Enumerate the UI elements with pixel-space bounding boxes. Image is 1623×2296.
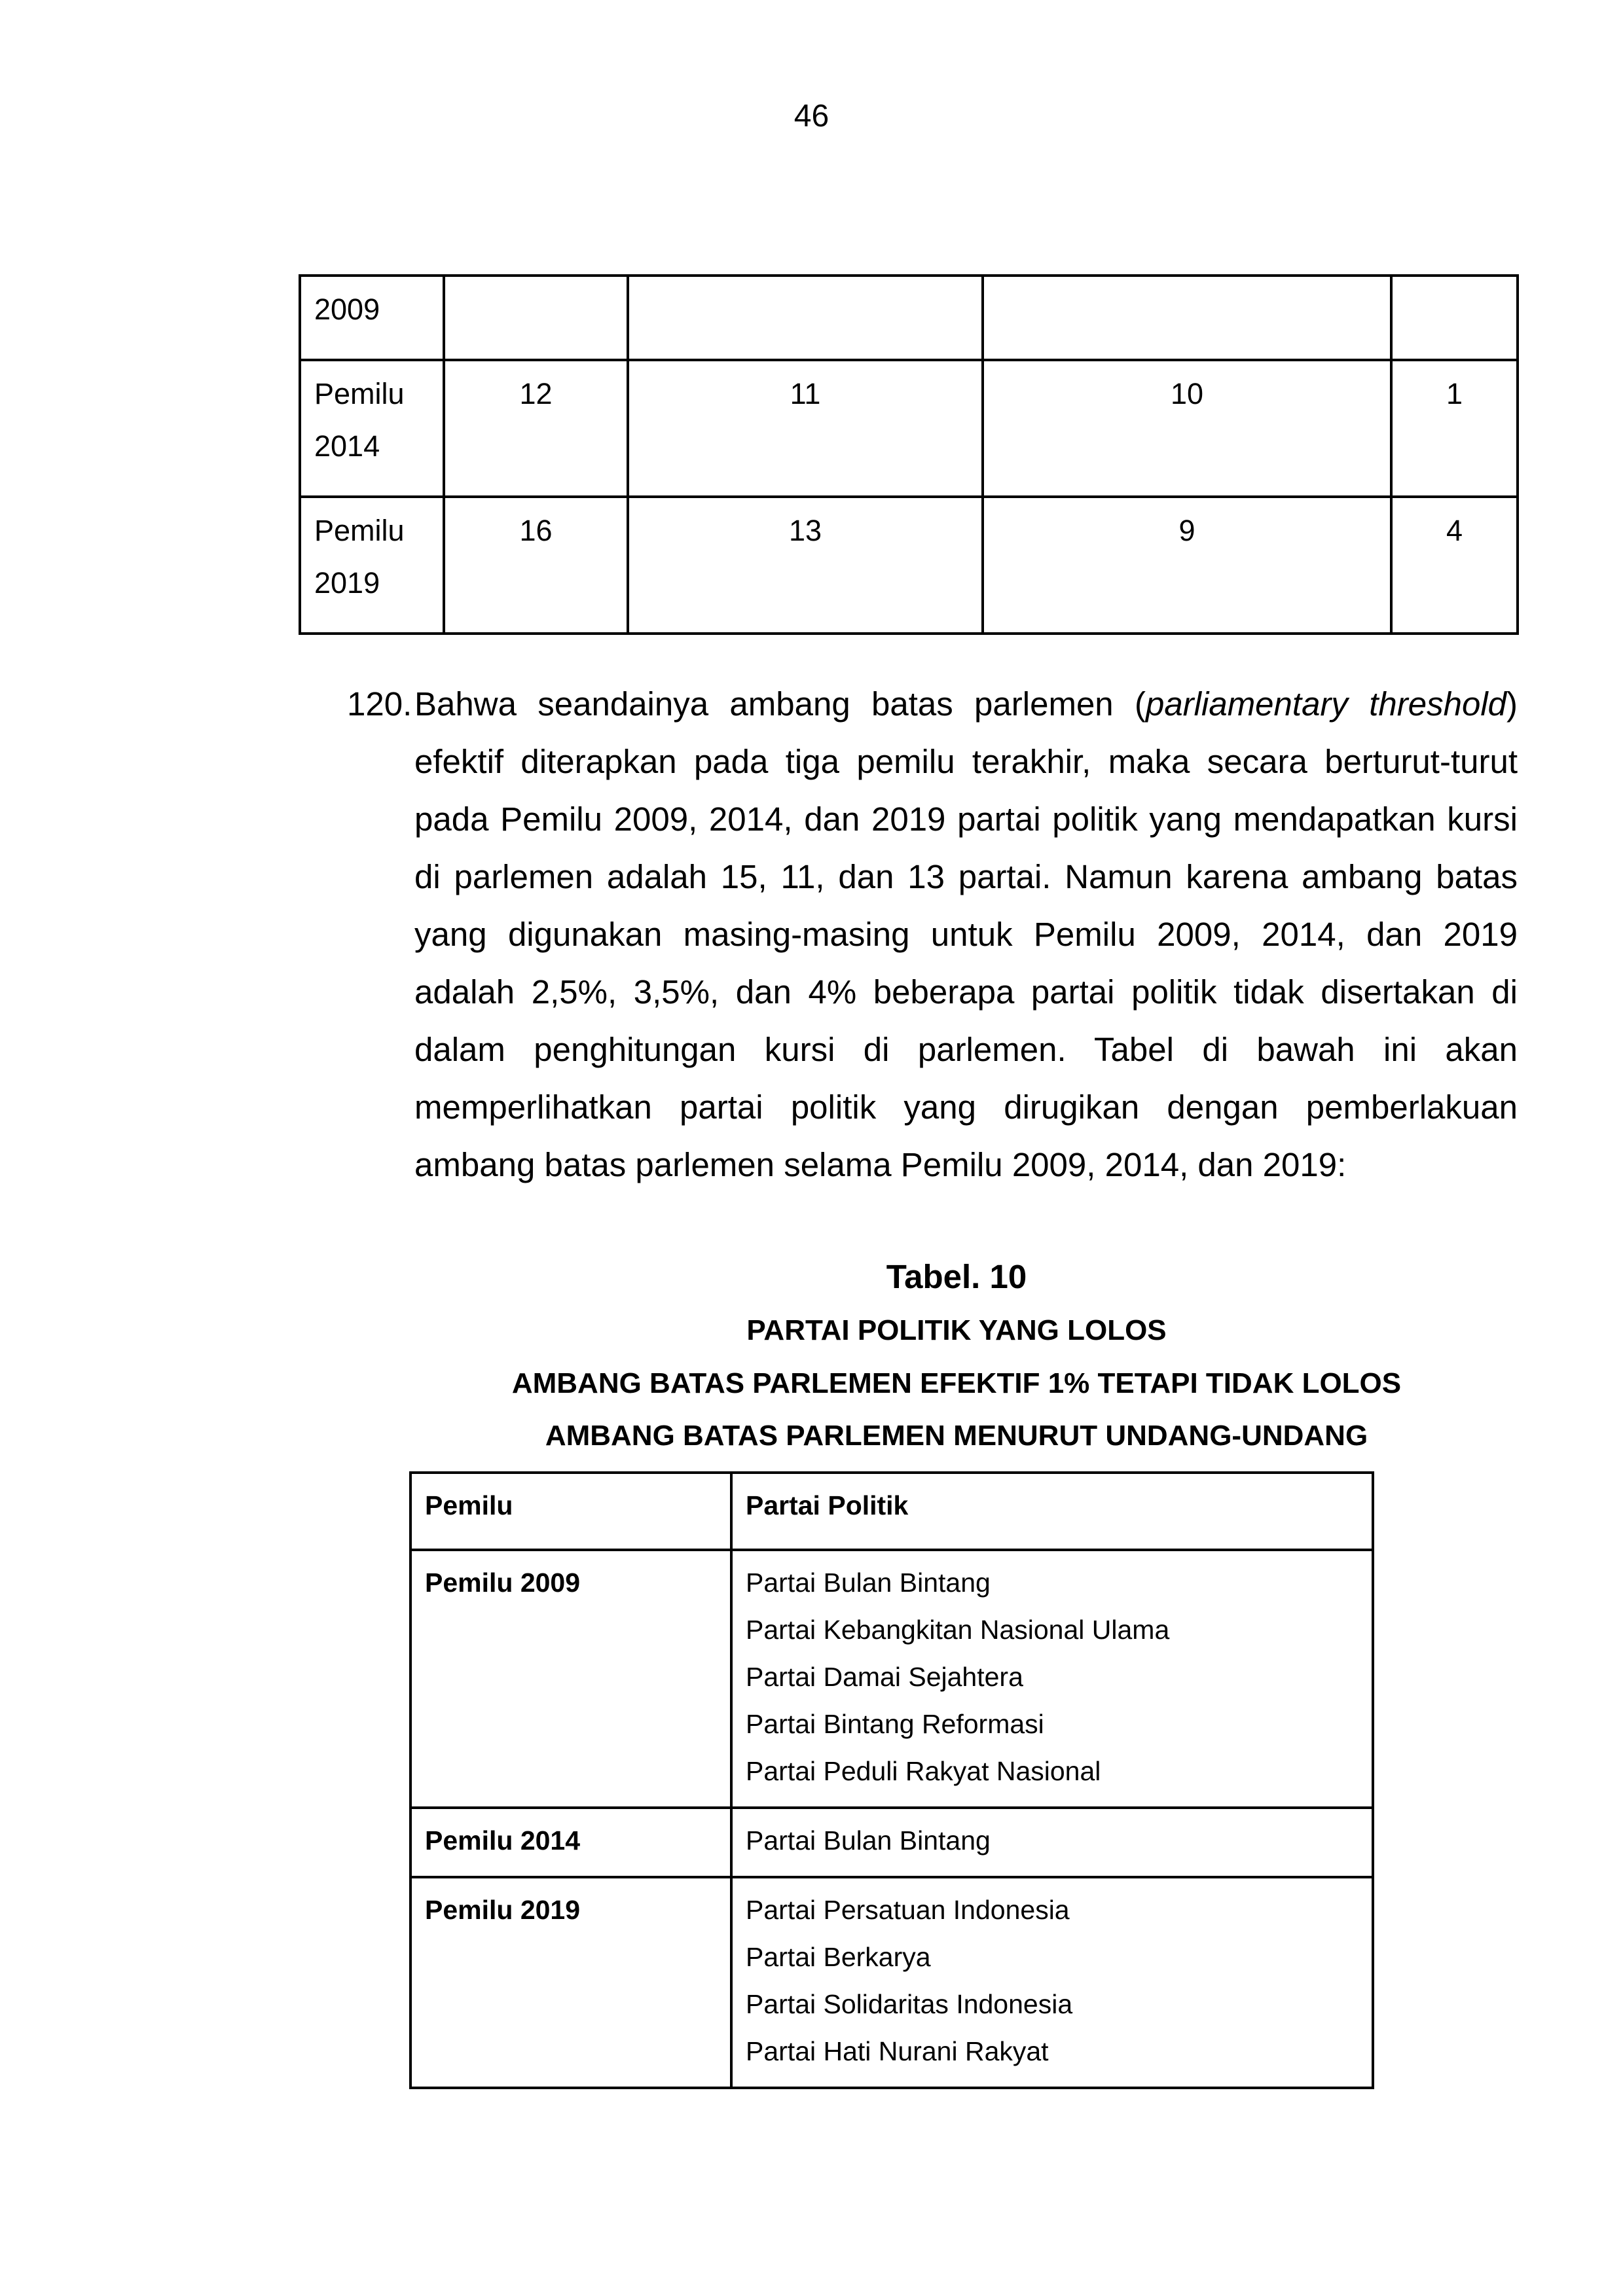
pemilu-cell: Pemilu 2009 [410,1550,731,1808]
table-cell: 16 [444,497,628,634]
party-name: Partai Bintang Reformasi [746,1709,1044,1739]
paragraph-text-part2: ) efektif diterapkan pada tiga pemilu terakhir, maka secara berturut-turut pada Pemilu 2009, 2014, dan 2019 partai politik yang mendapatkan kursi di parlemen adalah 15, 11, dan 13 partai. Namun karena ambang batas yang digunakan masing-masing untuk Pemilu 2009, 2014, dan 2019 adalah 2,5%, 3,5%, dan 4% beberapa partai politik tidak disertakan di dalam penghitungan kursi di parlemen. Tabel di bawah ini akan memperlihatkan partai politik yang dirugikan dengan pemberlakuan ambang batas parlemen selama Pemilu 2009, 2014, dan 2019: [414,685,1518,1183]
table-header-row [410,1473,1373,1550]
party-name: Partai Peduli Rakyat Nasional [746,1756,1101,1786]
table-cell [444,276,628,360]
parties-cell [731,1808,1373,1877]
table-title-line-3: AMBANG BATAS PARLEMEN MENURUT UNDANG-UNDANG [545,1420,1368,1452]
parties-cell [731,1550,1373,1808]
parties-cell [731,1877,1373,2088]
table-row [300,360,1518,497]
party-name: Partai Bulan Bintang [746,1568,991,1598]
row-label: Pemilu 2019 [300,497,444,634]
table-cell: 10 [983,360,1391,497]
page-number: 46 [793,99,830,134]
table-cell [1391,276,1518,360]
table-row [300,497,1518,634]
parties-table [409,1471,1374,2089]
party-name: Partai Berkarya [746,1942,931,1972]
table-cell [983,276,1391,360]
party-name: Partai Persatuan Indonesia [746,1895,1070,1925]
party-name: Partai Solidaritas Indonesia [746,1989,1073,2019]
pemilu-cell: Pemilu 2019 [410,1877,731,2088]
table-caption: Tabel. 10 [886,1258,1027,1295]
table-row [300,276,1518,360]
paragraph-text-part1: Bahwa seandainya ambang batas parlemen ( [414,685,1146,723]
table-row [410,1550,1373,1808]
table-title-line-2: AMBANG BATAS PARLEMEN EFEKTIF 1% TETAPI TIDAK LOLOS [511,1367,1402,1399]
paragraph-number: 120. [347,685,412,723]
pemilu-cell: Pemilu 2014 [410,1808,731,1877]
party-name: Partai Damai Sejahtera [746,1662,1023,1692]
paragraph-text [414,675,1518,1194]
table-cell: 4 [1391,497,1518,634]
seat-count-table-continued [299,274,1519,635]
party-name: Partai Hati Nurani Rakyat [746,2036,1049,2066]
table-cell: 9 [983,497,1391,634]
table-cell: 13 [628,497,983,634]
header-pemilu: Pemilu [410,1473,731,1550]
table-cell: 1 [1391,360,1518,497]
table-cell: 11 [628,360,983,497]
paragraph-text-italic: parliamentary threshold [1145,685,1507,723]
table-title-line-1: PARTAI POLITIK YANG LOLOS [746,1314,1167,1346]
row-label: 2009 [300,276,444,360]
row-label: Pemilu 2014 [300,360,444,497]
table-row [410,1808,1373,1877]
party-name: Partai Kebangkitan Nasional Ulama [746,1615,1170,1645]
header-partai-politik: Partai Politik [731,1473,1373,1550]
table-row [410,1877,1373,2088]
table-cell: 12 [444,360,628,497]
table-cell [628,276,983,360]
party-name: Partai Bulan Bintang [746,1825,991,1856]
